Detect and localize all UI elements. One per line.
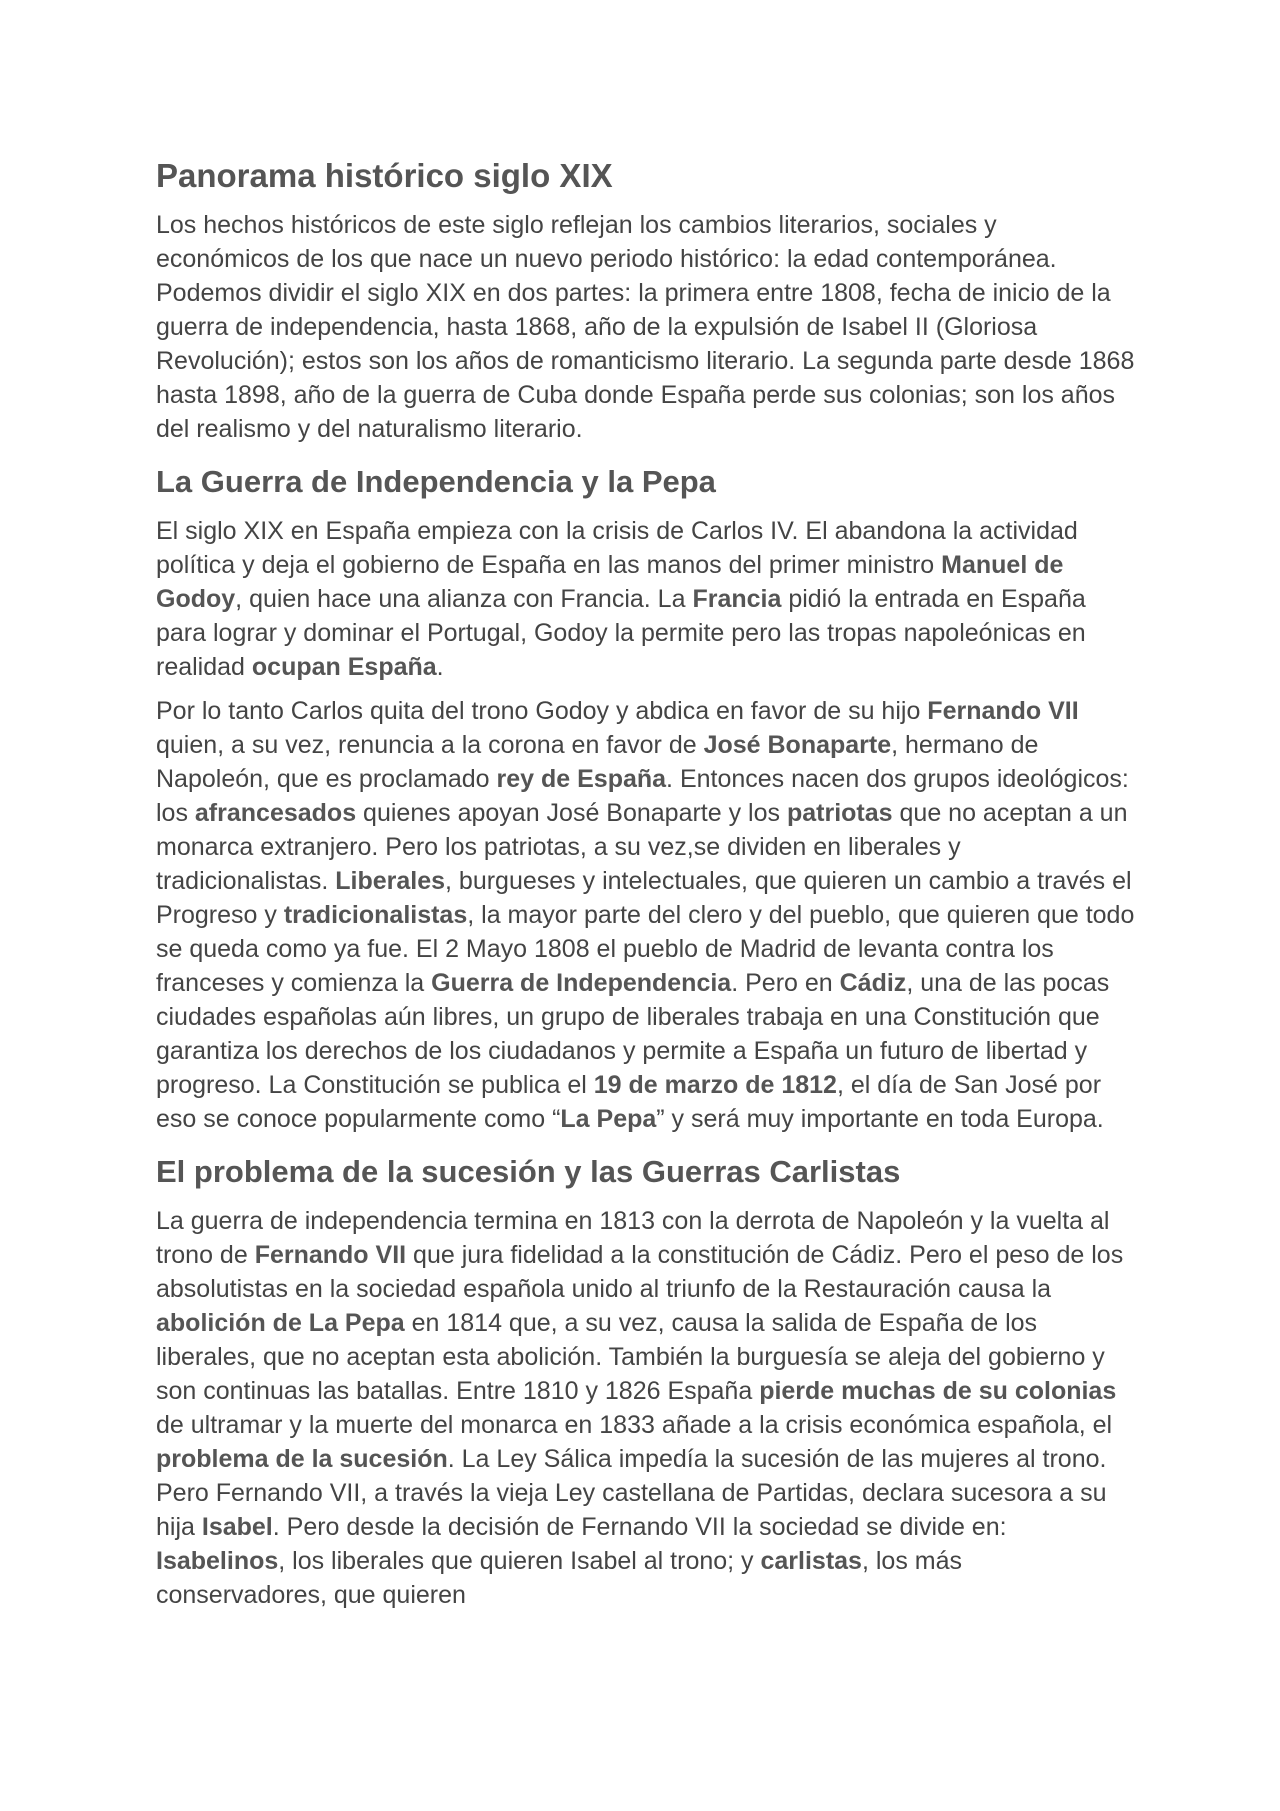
text-run: El siglo XIX en España empieza con la crisis de Carlos IV. El abandona la actividad política y deja el gobierno de España en las manos del primer ministro bbox=[156, 517, 1078, 579]
bold-text: ocupan España bbox=[251, 653, 437, 681]
bold-text: 19 de marzo de 1812 bbox=[593, 1071, 837, 1099]
text-run: quien, a su vez, renuncia a la corona en favor de bbox=[156, 731, 704, 759]
bold-text: Fernando VII bbox=[927, 697, 1079, 725]
bold-text: Guerra de Independencia bbox=[431, 969, 732, 997]
paragraph bbox=[156, 694, 1136, 1136]
bold-text: tradicionalistas bbox=[283, 901, 468, 929]
bold-text: La Pepa bbox=[560, 1105, 657, 1133]
section-title-sucesion-guerras-carlistas: El problema de la sucesión y las Guerras Carlistas bbox=[156, 1154, 901, 1189]
text-run: . La Ley Sálica impedía la sucesión de las mujeres al trono. Pero Fernando VII, a través la vieja Ley castellana de Partidas, declara sucesora a su hija bbox=[156, 1445, 1107, 1541]
text-run: , la mayor parte del clero y del pueblo, que quieren que todo se queda como ya fue. El 2 Mayo 1808 el pueblo de Madrid de levanta contra los franceses y comienza la bbox=[156, 901, 1135, 997]
bold-text: Liberales bbox=[335, 867, 446, 895]
bold-text: Manuel de Godoy bbox=[156, 551, 1064, 613]
text-run: , quien hace una alianza con Francia. La bbox=[235, 585, 693, 613]
bold-text: Isabelinos bbox=[156, 1547, 279, 1575]
bold-text: Cádiz bbox=[839, 969, 907, 997]
text-run: , hermano de Napoleón, que es proclamado bbox=[156, 731, 1039, 793]
text-run: que no aceptan a un monarca extranjero. Pero los patriotas, a su vez,se dividen en liberales y tradicionalistas. bbox=[156, 799, 1128, 895]
paragraph bbox=[156, 1204, 1136, 1612]
text-run: . bbox=[436, 653, 444, 681]
text-run: Por lo tanto Carlos quita del trono Godoy y abdica en favor de su hijo bbox=[156, 697, 928, 725]
bold-text: pierde muchas de su colonias bbox=[759, 1377, 1117, 1405]
bold-text: problema de la sucesión bbox=[156, 1445, 448, 1473]
text-run: ” y será muy importante en toda Europa. bbox=[656, 1105, 1104, 1133]
text-run: . Pero en bbox=[731, 969, 840, 997]
bold-text: afrancesados bbox=[194, 799, 357, 827]
text-run: . Entonces nacen dos grupos ideológicos: los bbox=[156, 765, 1129, 827]
bold-text: Francia bbox=[692, 585, 782, 613]
text-run: La guerra de independencia termina en 1813 con la derrota de Napoleón y la vuelta al trono de bbox=[156, 1207, 1110, 1269]
paragraph bbox=[156, 208, 1136, 446]
text-run: de ultramar y la muerte del monarca en 1833 añade a la crisis económica española, el bbox=[156, 1411, 1113, 1439]
text-run: , una de las pocas ciudades españolas aún libres, un grupo de liberales trabaja en una Constitución que garantiza los derechos de los ciudadanos y permite a España un futuro de libertad y progreso. La Constitución se publica el bbox=[156, 969, 1110, 1099]
section-title-panorama: Panorama histórico siglo XIX bbox=[156, 157, 613, 194]
text-run: que jura fidelidad a la constitución de Cádiz. Pero el peso de los absolutistas en la sociedad española unido al triunfo de la Restauración causa la bbox=[156, 1241, 1124, 1303]
bold-text: Fernando VII bbox=[254, 1241, 407, 1269]
section-title-guerra-independencia: La Guerra de Independencia y la Pepa bbox=[156, 464, 716, 499]
text-run: , los liberales que quieren Isabel al trono; y bbox=[278, 1547, 761, 1575]
text-run: , los más conservadores, que quieren bbox=[156, 1547, 962, 1609]
text-run: , burgueses y intelectuales, que quieren un cambio a través el Progreso y bbox=[156, 867, 1132, 929]
text-run: , el día de San José por eso se conoce popularmente como “ bbox=[156, 1071, 1102, 1133]
text-run: en 1814 que, a su vez, causa la salida de España de los liberales, que no aceptan esta abolición. También la burguesía se aleja del gobierno y son continuas las batallas. Entre 1810 y 1826 España bbox=[156, 1309, 1105, 1405]
text-run: pidió la entrada en España para lograr y dominar el Portugal, Godoy la permite pero las tropas napoleónicas en realidad bbox=[156, 585, 1086, 681]
bold-text: carlistas bbox=[760, 1547, 862, 1575]
document-page bbox=[156, 150, 1136, 1622]
bold-text: abolición de La Pepa bbox=[156, 1309, 405, 1337]
bold-text: José Bonaparte bbox=[703, 731, 892, 759]
bold-text: Isabel bbox=[201, 1513, 273, 1541]
bold-text: rey de España bbox=[496, 765, 667, 793]
text-run: . Pero desde la decisión de Fernando VII la sociedad se divide en: bbox=[272, 1513, 1007, 1541]
bold-text: patriotas bbox=[786, 799, 893, 827]
paragraph bbox=[156, 514, 1136, 684]
text-run: Los hechos históricos de este siglo reflejan los cambios literarios, sociales y económicos de los que nace un nuevo periodo histórico: la edad contemporánea. Podemos dividir el siglo XIX en dos partes: la primera entre 1808, fecha de inicio de la guerra de independencia, hasta 1868, año de la expulsión de Isabel II (Gloriosa Revolución); estos son los años de romanticismo literario. La segunda parte desde 1868 hasta 1898, año de la guerra de Cuba donde España perde sus colonias; son los años del realismo y del naturalismo literario. bbox=[156, 211, 1135, 443]
text-run: quienes apoyan José Bonaparte y los bbox=[356, 799, 787, 827]
